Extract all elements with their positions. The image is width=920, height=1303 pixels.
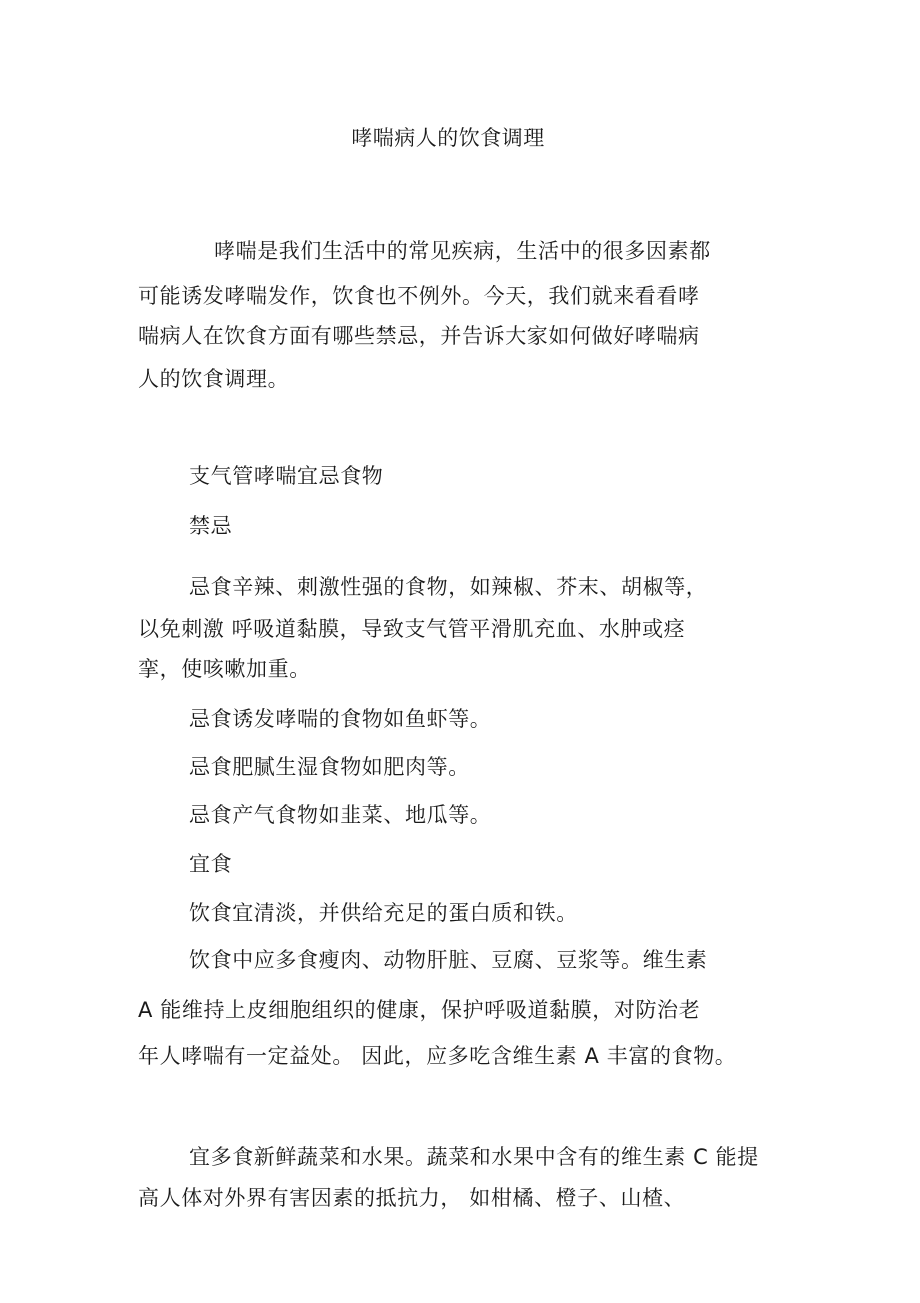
suitable-item-3-line-2: 高人体对外界有害因素的抵抗力， 如柑橘、橙子、山楂、	[138, 1186, 686, 1210]
taboo-item-3: 忌食肥腻生湿食物如肥肉等。	[189, 755, 470, 779]
intro-line-1: 哮喘是我们生活中的常见疾病，生活中的很多因素都	[214, 239, 711, 263]
intro-line-2: 可能诱发哮喘发作，饮食也不例外。今天，我们就来看看哮	[138, 284, 700, 308]
suitable-item-1: 饮食宜清淡，并供给充足的蛋白质和铁。	[189, 901, 578, 925]
taboo-heading: 禁忌	[189, 514, 233, 538]
taboo-item-1-line-3: 挛，使咳嗽加重。	[138, 657, 311, 681]
taboo-item-4: 忌食产气食物如韭菜、地瓜等。	[189, 803, 492, 827]
taboo-item-1-line-1: 忌食辛辣、刺激性强的食物，如辣椒、芥末、胡椒等，	[189, 575, 708, 599]
suitable-heading: 宜食	[189, 852, 233, 876]
suitable-item-2-line-1: 饮食中应多食瘦肉、动物肝脏、豆腐、豆浆等。维生素	[189, 948, 708, 972]
taboo-item-1-line-2: 以免刺激 呼吸道黏膜，导致支气管平滑肌充血、水肿或痉	[138, 617, 686, 641]
section-heading: 支气管哮喘宜忌食物	[189, 464, 384, 488]
intro-line-4: 人的饮食调理。	[138, 367, 290, 391]
intro-line-3: 喘病人在饮食方面有哪些禁忌，并告诉大家如何做好哮喘病	[138, 324, 700, 348]
suitable-item-2-line-2: A 能维持上皮细胞组织的健康，保护呼吸道黏膜，对防治老	[138, 998, 701, 1022]
suitable-item-3-line-1: 宜多食新鲜蔬菜和水果。蔬菜和水果中含有的维生素 C 能提	[189, 1145, 759, 1169]
taboo-item-2: 忌食诱发哮喘的食物如鱼虾等。	[189, 707, 492, 731]
suitable-item-2-line-3: 年人哮喘有一定益处。 因此，应多吃含维生素 A 丰富的食物。	[138, 1044, 737, 1068]
document-title: 哮喘病人的饮食调理	[351, 126, 545, 150]
